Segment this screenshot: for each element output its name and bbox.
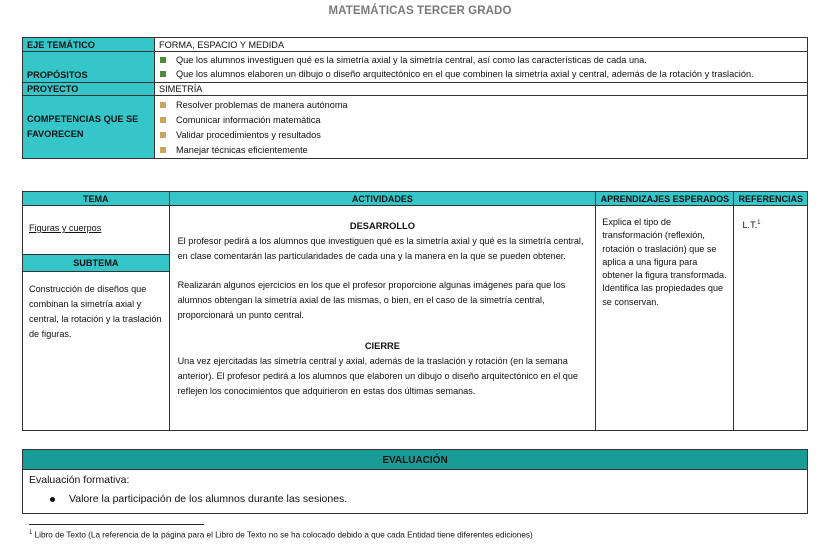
proyecto-label: PROYECTO (23, 83, 155, 96)
proyecto-value: SIMETRÍA (155, 83, 808, 96)
propositos-label: PROPÓSITOS (23, 52, 155, 83)
info-table (22, 37, 808, 159)
evaluacion-header: EVALUACIÓN (22, 449, 808, 470)
actividades-cell (169, 206, 596, 431)
cierre-paragraph: Una vez ejercitadas las simetría central y axial, además de la traslación y rotación (en la semana anterior). El profesor pedirá a los alumnos que elaboren un dibujo o diseño arquitectónico en el que reflejen los conocimientos que adquirieron en estas dos últimas semanas. (177, 356, 578, 396)
list-item: Resolver problemas de manera autónoma (159, 97, 803, 112)
bullet-square-icon (160, 117, 166, 123)
footnote (29, 530, 533, 540)
desarrollo-paragraph-1: El profesor pedirá a los alumnos que investiguen qué es la simetría axial y qué es la simetría central, en clase comentarán las particularidades de cada una y la manera en la que se pueden obtener. (177, 236, 584, 261)
aprendizajes-value: Explica el tipo de transformación (reflexión, rotación o traslación) que se aplica a una figura para obtener la figura transformada. Identifica las propiedades que se conservan. (602, 217, 727, 307)
footnote-marker: 1 (757, 220, 761, 226)
footnote-number: 1 (29, 530, 33, 536)
header-referencias: REFERENCIAS (734, 192, 808, 206)
aprendizajes-cell (596, 206, 734, 431)
eje-label: EJE TEMÁTICO (23, 38, 155, 52)
tema-cell (23, 206, 170, 431)
bullet-dot-icon (50, 497, 55, 502)
desarrollo-title: DESARROLLO (349, 221, 415, 231)
evaluacion-item: Valore la participación de los alumnos durante las sesiones. (50, 493, 347, 505)
subtema-label: SUBTEMA (23, 254, 169, 272)
list-item: Comunicar información matemática (159, 112, 803, 127)
page-title: MATEMÁTICAS TERCER GRADO (328, 5, 512, 17)
referencias-cell (734, 206, 808, 431)
footnote-text: Libro de Texto (La referencia de la página para el Libro de Texto no se ha colocado debido a que cada Entidad tiene diferentes ediciones) (32, 530, 533, 540)
propositos-list (155, 52, 808, 83)
subtema-value: Construcción de diseños que combinan la simetría axial y central, la rotación y la traslación de figuras. (29, 284, 162, 339)
referencias-value: L.T. (742, 220, 758, 231)
eje-value: FORMA, ESPACIO Y MEDIDA (155, 38, 808, 52)
desarrollo-paragraph-2: Realizarán algunos ejercicios en los que el profesor proporcione algunas imágenes para que los alumnos obtengan la simetría axial de las mismas, o bien, en el caso de la simetría central, proporcionará un punto central. (177, 280, 566, 320)
plan-table (22, 191, 808, 431)
bullet-square-icon (160, 147, 166, 153)
cierre-title: CIERRE (364, 341, 400, 351)
list-item: Que los alumnos investiguen qué es la simetría axial y la simetría central, así como las características de cada una. (159, 53, 803, 67)
competencias-label: COMPETENCIAS QUE SE FAVORECEN (23, 96, 155, 159)
bullet-square-icon (160, 71, 166, 77)
competencias-list (155, 96, 808, 159)
bullet-square-icon (160, 102, 166, 108)
list-item: Que los alumnos elaboren un dibujo o diseño arquitectónico en el que combinen la simetría axial y central, además de la rotación y traslación. (159, 67, 803, 81)
header-tema: TEMA (23, 192, 170, 206)
evaluacion-tipo: Evaluación formativa: (29, 474, 130, 486)
bullet-square-icon (160, 132, 166, 138)
bullet-square-icon (160, 57, 166, 63)
list-item: Manejar técnicas eficientemente (159, 142, 803, 157)
tema-value: Figuras y cuerpos (29, 223, 102, 233)
footnote-separator (29, 524, 204, 525)
list-item: Validar procedimientos y resultados (159, 127, 803, 142)
header-aprendizajes: APRENDIZAJES ESPERADOS (596, 192, 734, 206)
header-actividades: ACTIVIDADES (169, 192, 596, 206)
